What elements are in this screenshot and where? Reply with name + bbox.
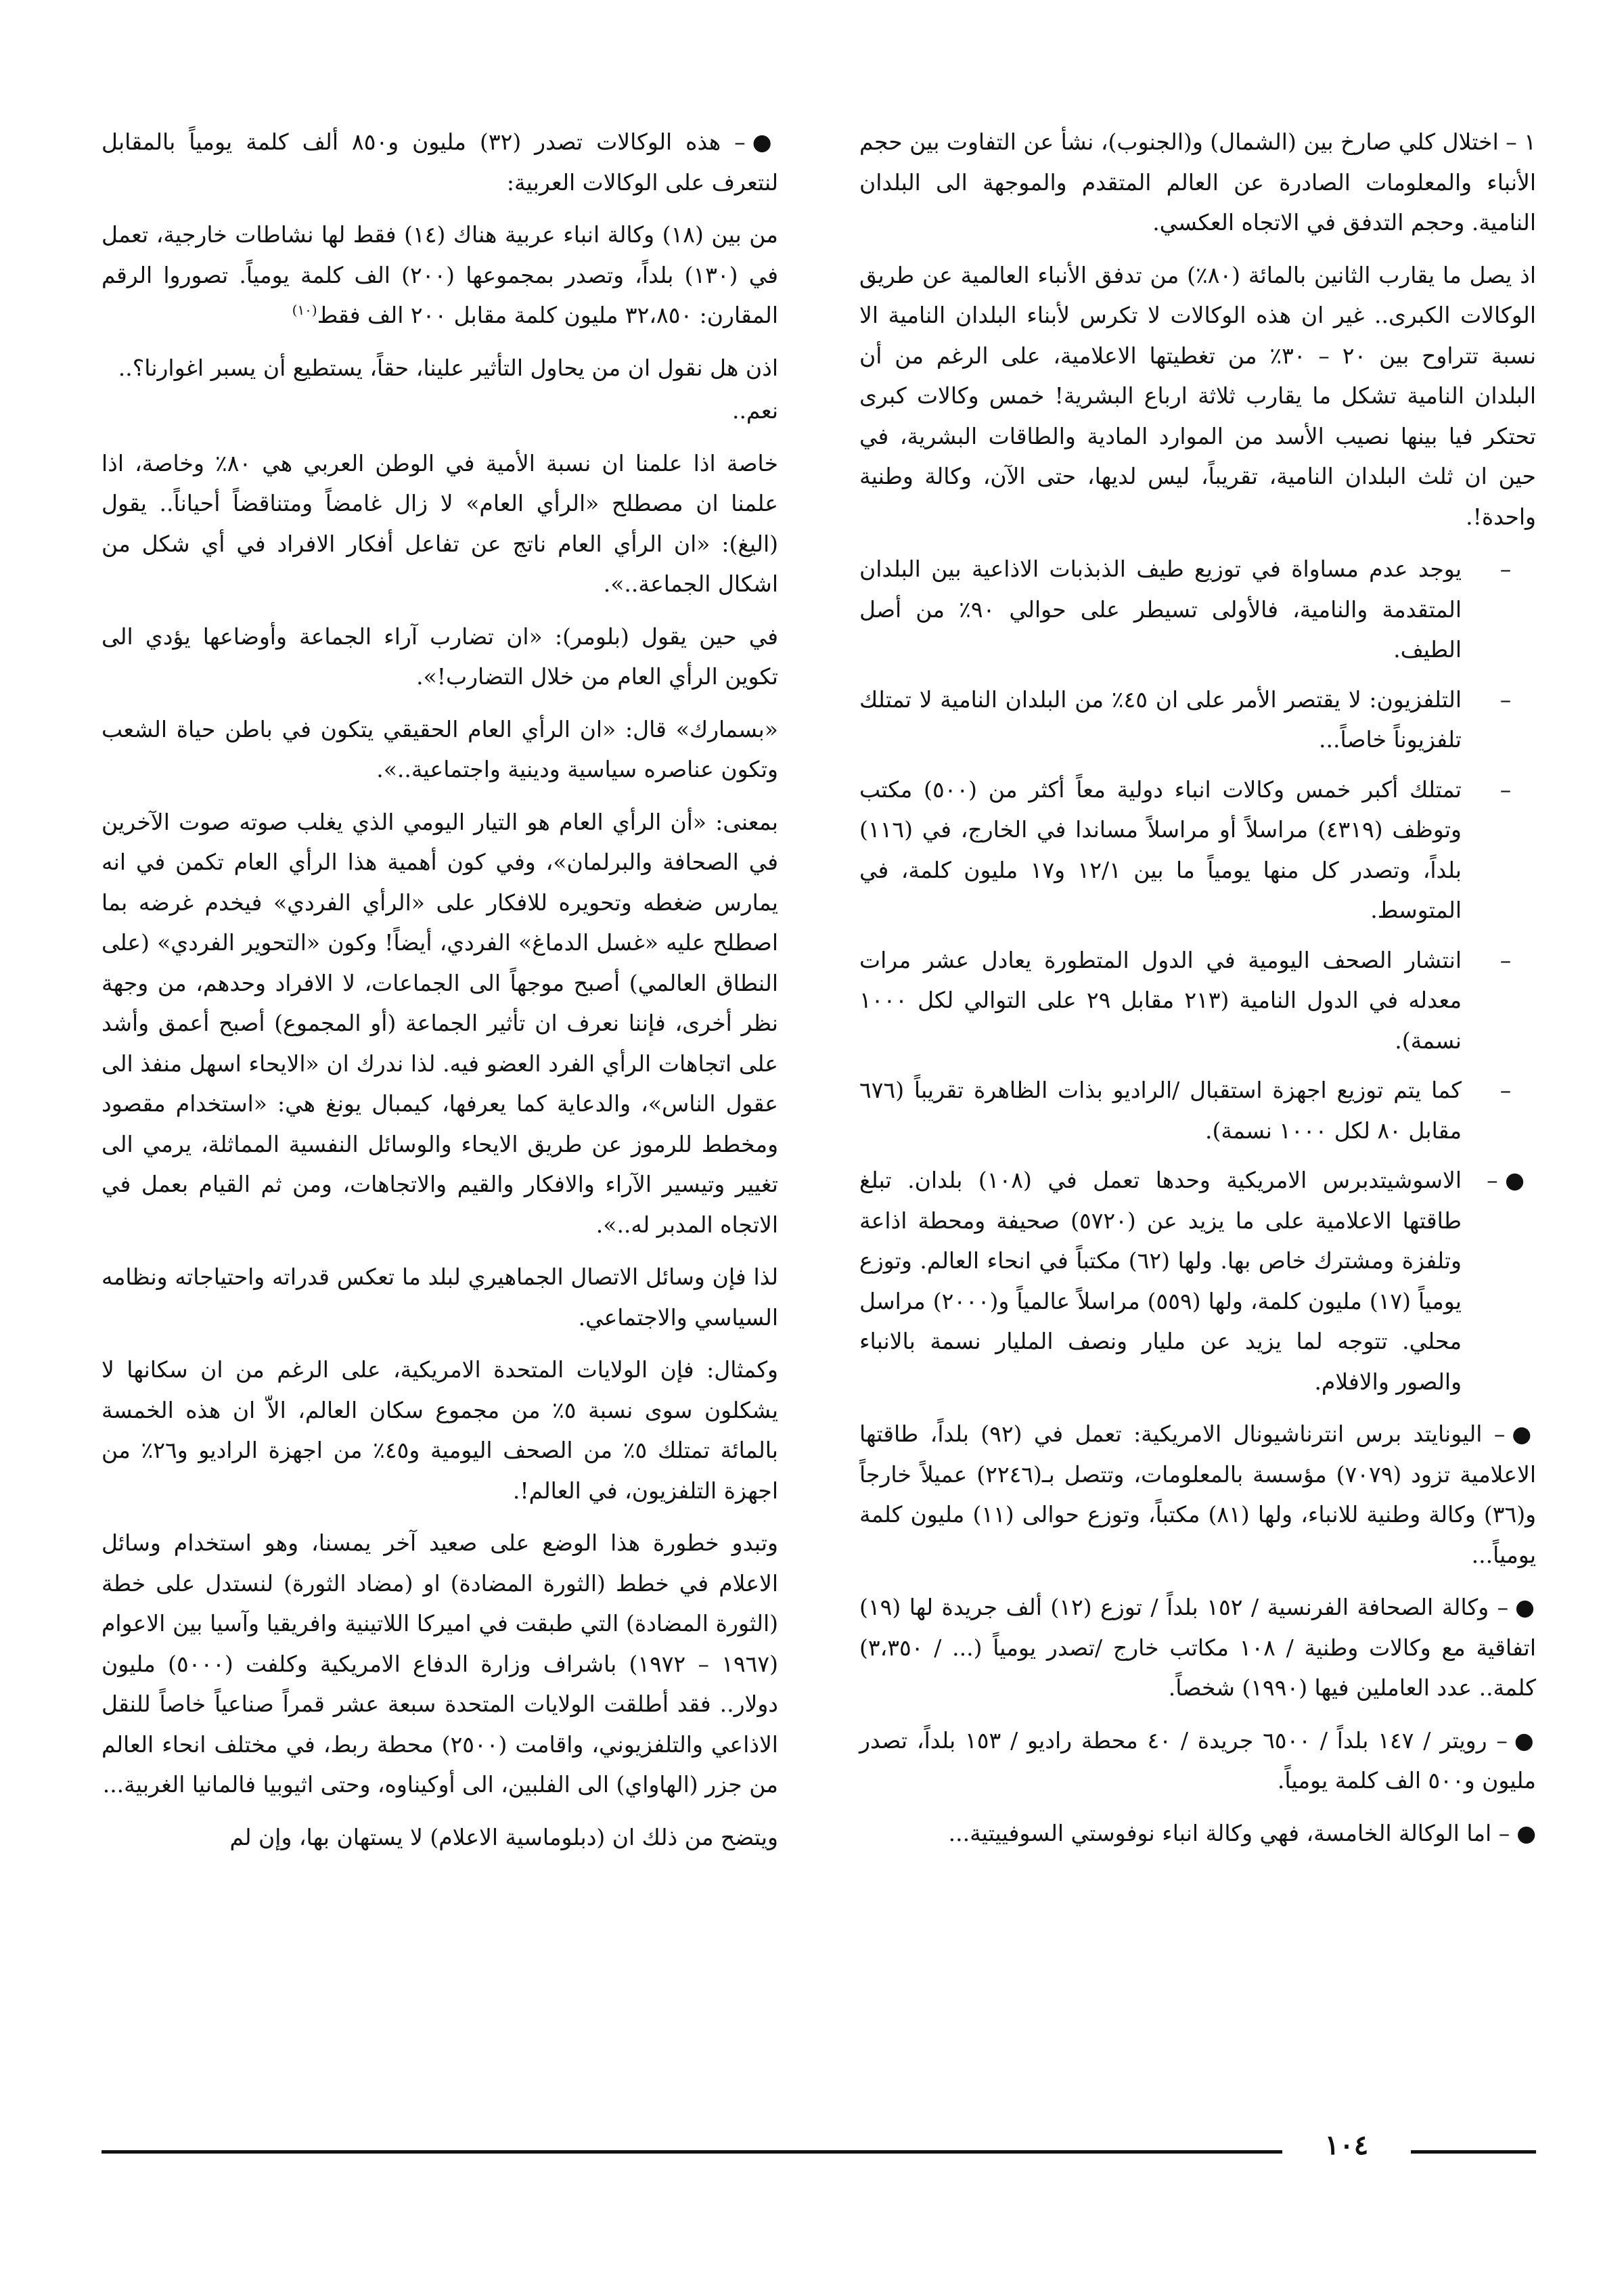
left-paragraph-3: اذن هل نقول ان من يحاول التأثير علينا، حقاً، يستطيع أن يسبر اغوارنا؟.. — [118, 354, 778, 381]
dash-marker: – — [1499, 686, 1512, 713]
agency-bullet-text: – وكالة الصحافة الفرنسية / ١٥٢ بلداً / توزع (١٢) ألف جريدة لها (١٩) اتفاقية مع وكالات وطنية / ١٠٨ مكاتب خارج /تصدر يومياً (... / ٣،٣٥٠) كلمة.. عدد العاملين فيها (١٩٩٠) شخصاً. — [859, 1594, 1536, 1701]
left-paragraph-2-text: من بين (١٨) وكالة انباء عربية هناك (١٤) فقط لها نشاطات خارجية، تعمل في (١٣٠) بلداً، وتصدر بمجموعها (٢٠٠) الف كلمة يومياً. تصوروا الرقم المقارن: ٣٢،٨٥٠ مليون كلمة مقابل ٢٠٠ الف فقط — [102, 221, 778, 328]
dash-item — [859, 940, 1536, 1061]
right-column — [859, 122, 1536, 1865]
left-paragraph-1 — [102, 122, 778, 202]
right-paragraph-2: اذ يصل ما يقارب الثانين بالمائة (٨٠٪) من تدفق الأنباء العالمية عن طريق الوكالات الكبرى.. غير ان هذه الوكالات لا تكرس لأبناء البلدان النامية الا نسبة تتراوح بين ٢٠ – ٣٠٪ من تغطيتها الاعلامية، على الرغم من أن البلدان النامية تشكل ما يقارب ثلاثة ارباع البشرية! خمس وكالات كبرى تحتكر فيا بينها نصيب الأسد من الموارد المادية والطاقات البشرية، في حين ان ثلث البلدان النامية، تقريباً، ليس لديها، حتى الآن، وكالة وطنية واحدة!. — [859, 261, 1537, 530]
bullet-icon: ● — [1516, 1819, 1536, 1846]
left-paragraph-5: في حين يقول (بلومر): «ان تضارب آراء الجماعة وأوضاعها يؤدي الى تكوين الرأي العام من خلال التضارب!». — [102, 623, 778, 690]
bullet-icon: ● — [752, 129, 778, 155]
dash-item-text: انتشار الصحف اليومية في الدول المتطورة يعادل عشر مرات معدله في الدول النامية (٢١٣ مقابل ٢٩ على التوالي لكل ١٠٠٠ نسمة). — [859, 946, 1462, 1054]
dash-list — [859, 549, 1536, 1402]
agency-bullet — [859, 1720, 1536, 1801]
left-paragraph-2 — [102, 215, 778, 336]
left-paragraph-3b: نعم.. — [731, 397, 778, 424]
dash-marker: – — [1499, 556, 1512, 582]
dash-item — [859, 549, 1536, 670]
dash-item — [859, 1160, 1536, 1402]
dash-item-text: كما يتم توزيع اجهزة استقبال /الراديو بذات الظاهرة تقريباً (٦٧٦ مقابل ٨٠ لكل ١٠٠٠ نسمة). — [859, 1077, 1462, 1144]
agency-bullet — [859, 1414, 1536, 1575]
footnote-ref: (١٠) — [292, 302, 317, 318]
agency-bullet-text: – رويتر / ١٤٧ بلداً / ٦٥٠٠ جريدة / ٤٠ محطة راديو / ١٥٣ بلداً، تصدر مليون و٥٠٠ الف كلمة يومياً. — [859, 1727, 1536, 1794]
dash-item-text: تمتلك أكبر خمس وكالات انباء دولية معاً أكثر من (٥٠٠) مكتب وتوظف (٤٣١٩) مراسلاً أو مراسلاً مساندا في الخارج، في (١١٦) بلداً، وتصدر كل منها يومياً ما بين ١٢/١ و١٧ مليون كلمة، في المتوسط. — [859, 776, 1462, 923]
dash-marker: – — [1499, 946, 1512, 973]
agency-bullet — [859, 1813, 1536, 1854]
left-paragraph-9: وكمثال: فإن الولايات المتحدة الامريكية، على الرغم من ان سكانها لا يشكلون سوى نسبة ٥٪ من مجموع سكان العالم، الاّ ان هذه الخمسة بالمائة تمتلك ٥٪ من الصحف اليومية و٤٥٪ من اجهزة الراديو و٢٦٪ من اجهزة التلفزيون، في العالم!. — [102, 1356, 779, 1504]
dash-item-text: يوجد عدم مساواة في توزيع طيف الذبذبات الاذاعية بين البلدان المتقدمة والنامية، فالأولى تسيطر على حوالي ٩٠٪ من أصل الطيف. — [859, 556, 1462, 663]
bullet-icon: ● — [1512, 1421, 1536, 1447]
left-paragraph-6: «بسمارك» قال: «ان الرأي العام الحقيقي يتكون في باطن حياة الشعب وتكون عناصره سياسية ودينية واجتماعية..». — [102, 715, 778, 782]
agency-bullet — [859, 1587, 1536, 1708]
left-column — [102, 122, 778, 1869]
dash-item — [859, 680, 1536, 760]
bullet-icon: ● — [1514, 1727, 1537, 1754]
dash-item-text: التلفزيون: لا يقتصر الأمر على ان ٤٥٪ من البلدان النامية لا تمتلك تلفزيوناً خاصاً... — [859, 686, 1462, 753]
dash-marker: – — [1499, 1077, 1512, 1103]
page-footer — [102, 2129, 1536, 2164]
left-paragraph-4: خاصة اذا علمنا ان نسبة الأمية في الوطن العربي هي ٨٠٪ وخاصة، اذا علمنا ان مصطلح «الرأي العام» لا زال غامضاً ومتناقضاً أحياناً.. يقول (اليغ): «ان الرأي العام ناتج عن تفاعل أفكار الافراد في أي شكل من اشكال الجماعة..». — [102, 449, 778, 597]
agency-bullet-text: – اليونايتد برس انترناشيونال الامريكية: تعمل في (٩٢) بلداً، طاقتها الاعلامية تزود (٧٠٧٩) مؤسسة بالمعلومات، وتتصل بـ(٢٢٤٦) عميلاً خارجاً و(٣٦) وكالة وطنية للانباء، ولها (٨١) مكتباً، وتوزع حوالى (١١) مليون كلمة يومياً... — [859, 1421, 1537, 1568]
right-paragraph-1: ١ – اختلال كلي صارخ بين (الشمال) و(الجنوب)، نشأ عن التفاوت بين حجم الأنباء والمعلومات الصادرة عن العالم المتقدم والموجهة الى البلدان النامية. وحجم التدفق في الاتجاه العكسي. — [859, 129, 1536, 236]
page-number: ١٠٤ — [1324, 2129, 1369, 2161]
bullet-dash-marker: ● – — [1487, 1167, 1525, 1193]
dash-item — [859, 1070, 1536, 1151]
agency-bullet-text: – اما الوكالة الخامسة، فهي وكالة انباء نوفوستي السوفييتية... — [948, 1819, 1510, 1846]
left-paragraph-1-text: – هذه الوكالات تصدر (٣٢) مليون و٨٥٠ ألف كلمة يومياً بالمقابل لنتعرف على الوكالات العربية: — [102, 129, 778, 196]
footer-rule-right — [1411, 2150, 1536, 2154]
left-paragraph-7: بمعنى: «أن الرأي العام هو التيار اليومي الذي يغلب صوته صوت الآخرين في الصحافة والبرلمان»، وفي كون أهمية هذا الرأي العام تكمن في انه يمارس ضغطه وتحويره للافكار على «الرأي الفردي» فيخدم غرضه بما اصطلح عليه «غسل الدماغ» الفردي، أيضاً! وكون «التحوير الفردي» (على النطاق العالمي) أصبح موجهاً الى الجماعات، لا الافراد وحدهم، من وجهة نظر أخرى، فإننا نعرف ان تأثير الجماعة (أو المجموع) أصبح أعمق وأشد على اتجاهات الرأي الفرد العضو فيه. لذا ندرك ان «الايحاء اسهل منفذ الى عقول الناس»، والدعاية كما يعرفها، كيمبال يونغ هي: «استخدام مقصود ومخطط للرموز عن طريق الايحاء والوسائل النفسية المماثلة، يرمي الى تغيير وتيسير الآراء والافكار والقيم والاتجاهات، ومن ثم القيام بعمل في الاتجاه المدبر له..». — [102, 808, 778, 1238]
bullet-icon: ● — [1515, 1594, 1536, 1620]
footer-rule-left — [102, 2150, 1282, 2154]
document-page — [102, 122, 1536, 2118]
left-paragraph-11: ويتضح من ذلك ان (دبلوماسية الاعلام) لا يستهان بها، وإن لم — [229, 1823, 778, 1850]
dash-marker: – — [1499, 776, 1512, 803]
dash-item-text: الاسوشيتدبرس الامريكية وحدها تعمل في (١٠٨) بلدان. تبلغ طاقتها الاعلامية على ما يزيد عن (٥٧٢٠) صحيفة ومحطة اذاعة وتلفزة ومشترك خاص بها. ولها (٦٢) مكتباً في انحاء العالم. وتوزع يومياً (١٧) مليون كلمة، ولها (٥٥٩) مراسلاً عالمياً و(٢٠٠٠) مراسل محلي. تتوجه لما يزيد عن مليار ونصف المليار نسمة بالانباء والصور والافلام. — [859, 1167, 1462, 1395]
left-paragraph-10: وتبدو خطورة هذا الوضع على صعيد آخر يمسنا، وهو استخدام وسائل الاعلام في خطط (الثورة المضادة) او (مضاد الثورة) لنستدل على خطة (الثورة المضادة) التي طبقت في اميركا اللاتينية وافريقيا وآسيا بين الاعوام (١٩٦٧ – ١٩٧٢) باشراف وزارة الدفاع الامريكية وكلفت (٥٠٠٠) مليون دولار.. فقد أطلقت الولايات المتحدة سبعة عشر قمراً صناعياً خاصاً للنقل الاذاعي والتلفزيوني، واقامت (٢٥٠٠) محطة ربط، في مختلف انحاء العالم من جزر (الهاواي) الى الفلبين، الى أوكيناوه، وحتى اثيوبيا فالمانيا الغربية... — [102, 1530, 778, 1798]
left-paragraph-8: لذا فإن وسائل الاتصال الجماهيري لبلد ما تعكس قدراته واحتياجاته ونظامه السياسي والاجتماعي. — [102, 1264, 778, 1331]
dash-item — [859, 770, 1536, 931]
